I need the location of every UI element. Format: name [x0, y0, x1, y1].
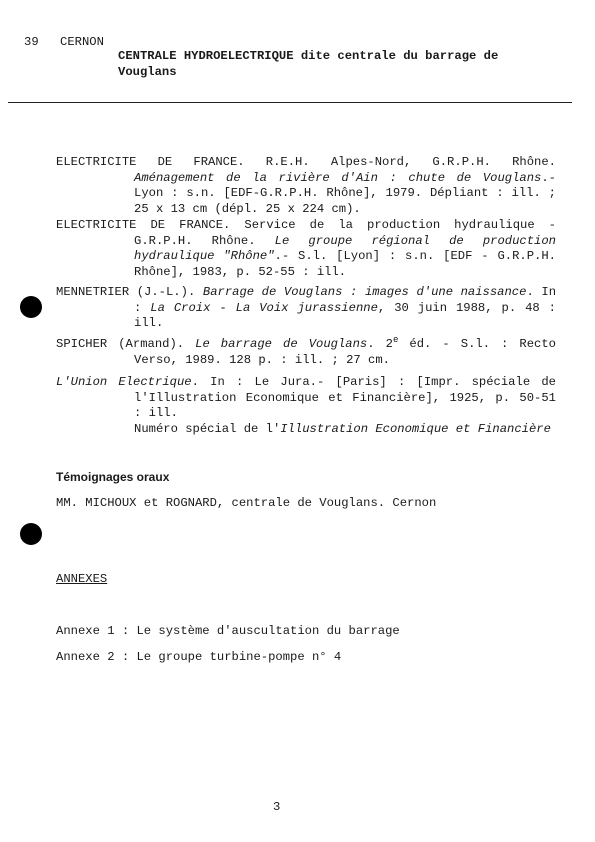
- bibliography-entry-4: [56, 334, 556, 368]
- italic-title-text: Le barrage de Vouglans: [195, 337, 368, 351]
- annex-item-2: Annexe 2 : Le groupe turbine-pompe n° 4: [56, 650, 342, 664]
- entry-segment: .- Lyon : s.n. [EDF-G.R.P.H. Rhône], 1979. Dépliant : ill. ; 25 x 13 cm (dépl. 25 x 224 cm).: [134, 170, 556, 216]
- bibliography-entry-5: [56, 375, 556, 437]
- entry-text: [56, 155, 556, 217]
- entry-segment: ELECTRICITE DE FRANCE. R.E.H. Alpes-Nord, G.R.P.H. Rhône.: [56, 155, 556, 169]
- site-name: CERNON: [60, 35, 104, 49]
- entry-segment: Numéro spécial de l': [134, 421, 281, 436]
- entry-segment: éd. - S.l. : Recto Verso, 1989. 128 p. : ill. ; 27 cm.: [134, 337, 556, 367]
- entry-segment: . In : Le Jura.- [Paris] : [Impr. spéciale de l'Illustration Economique et Financière], 1925, p. 50-51 : ill.: [134, 375, 556, 420]
- entry-text: [56, 334, 556, 368]
- bibliography-entry-1: [56, 155, 556, 217]
- hole-punch-mark: [20, 523, 42, 545]
- header-rule: [8, 102, 572, 103]
- italic-title-text: L'Union Electrique: [56, 375, 192, 389]
- italic-title-text: La Croix - La Voix jurassienne: [150, 300, 378, 315]
- entry-segment: MENNETRIER (J.-L.).: [56, 285, 203, 299]
- page-reference-number: 39: [24, 35, 39, 49]
- entry-segment: .- S.l. [Lyon] : s.n. [EDF - G.R.P.H. Rhône], 1983, p. 52-55 : ill.: [134, 249, 556, 279]
- entry-segment: , 30 juin 1988, p. 48 : ill.: [134, 300, 556, 330]
- italic-title-text: Barrage de Vouglans : images d'une naissance: [202, 285, 527, 299]
- entry-segment: SPICHER (Armand).: [56, 337, 196, 351]
- entry-text: [56, 285, 556, 332]
- entry-note: [56, 422, 556, 438]
- entry-segment: . 2: [367, 337, 393, 351]
- italic-title-text: Aménagement de la rivière d'Ain : chute de Vouglans: [134, 170, 542, 185]
- italic-title-text: Le groupe régional de production hydraulique "Rhône": [134, 233, 556, 263]
- superscript-text: e: [392, 334, 399, 345]
- italic-title-text: Illustration Economique et Financière: [280, 421, 551, 436]
- bibliography-entry-2: [56, 218, 556, 280]
- oral-testimonies-heading: Témoignages oraux: [56, 470, 170, 484]
- annexes-heading: ANNEXES: [56, 572, 108, 586]
- oral-testimonies-text: MM. MICHOUX et ROGNARD, centrale de Vouglans. Cernon: [56, 496, 437, 510]
- hole-punch-mark: [20, 296, 42, 318]
- entry-text: [56, 375, 556, 422]
- entry-segment: . In :: [134, 285, 557, 315]
- entry-text: [56, 218, 556, 280]
- entry-segment: ELECTRICITE DE FRANCE. Service de la production hydraulique - G.R.P.H. Rhône.: [56, 218, 556, 248]
- document-title: CENTRALE HYDROELECTRIQUE dite centrale du barrage de Vouglans: [118, 49, 499, 79]
- annex-item-1: Annexe 1 : Le système d'auscultation du barrage: [56, 624, 400, 638]
- bibliography-entry-3: [56, 285, 556, 332]
- page-number: 3: [273, 800, 281, 814]
